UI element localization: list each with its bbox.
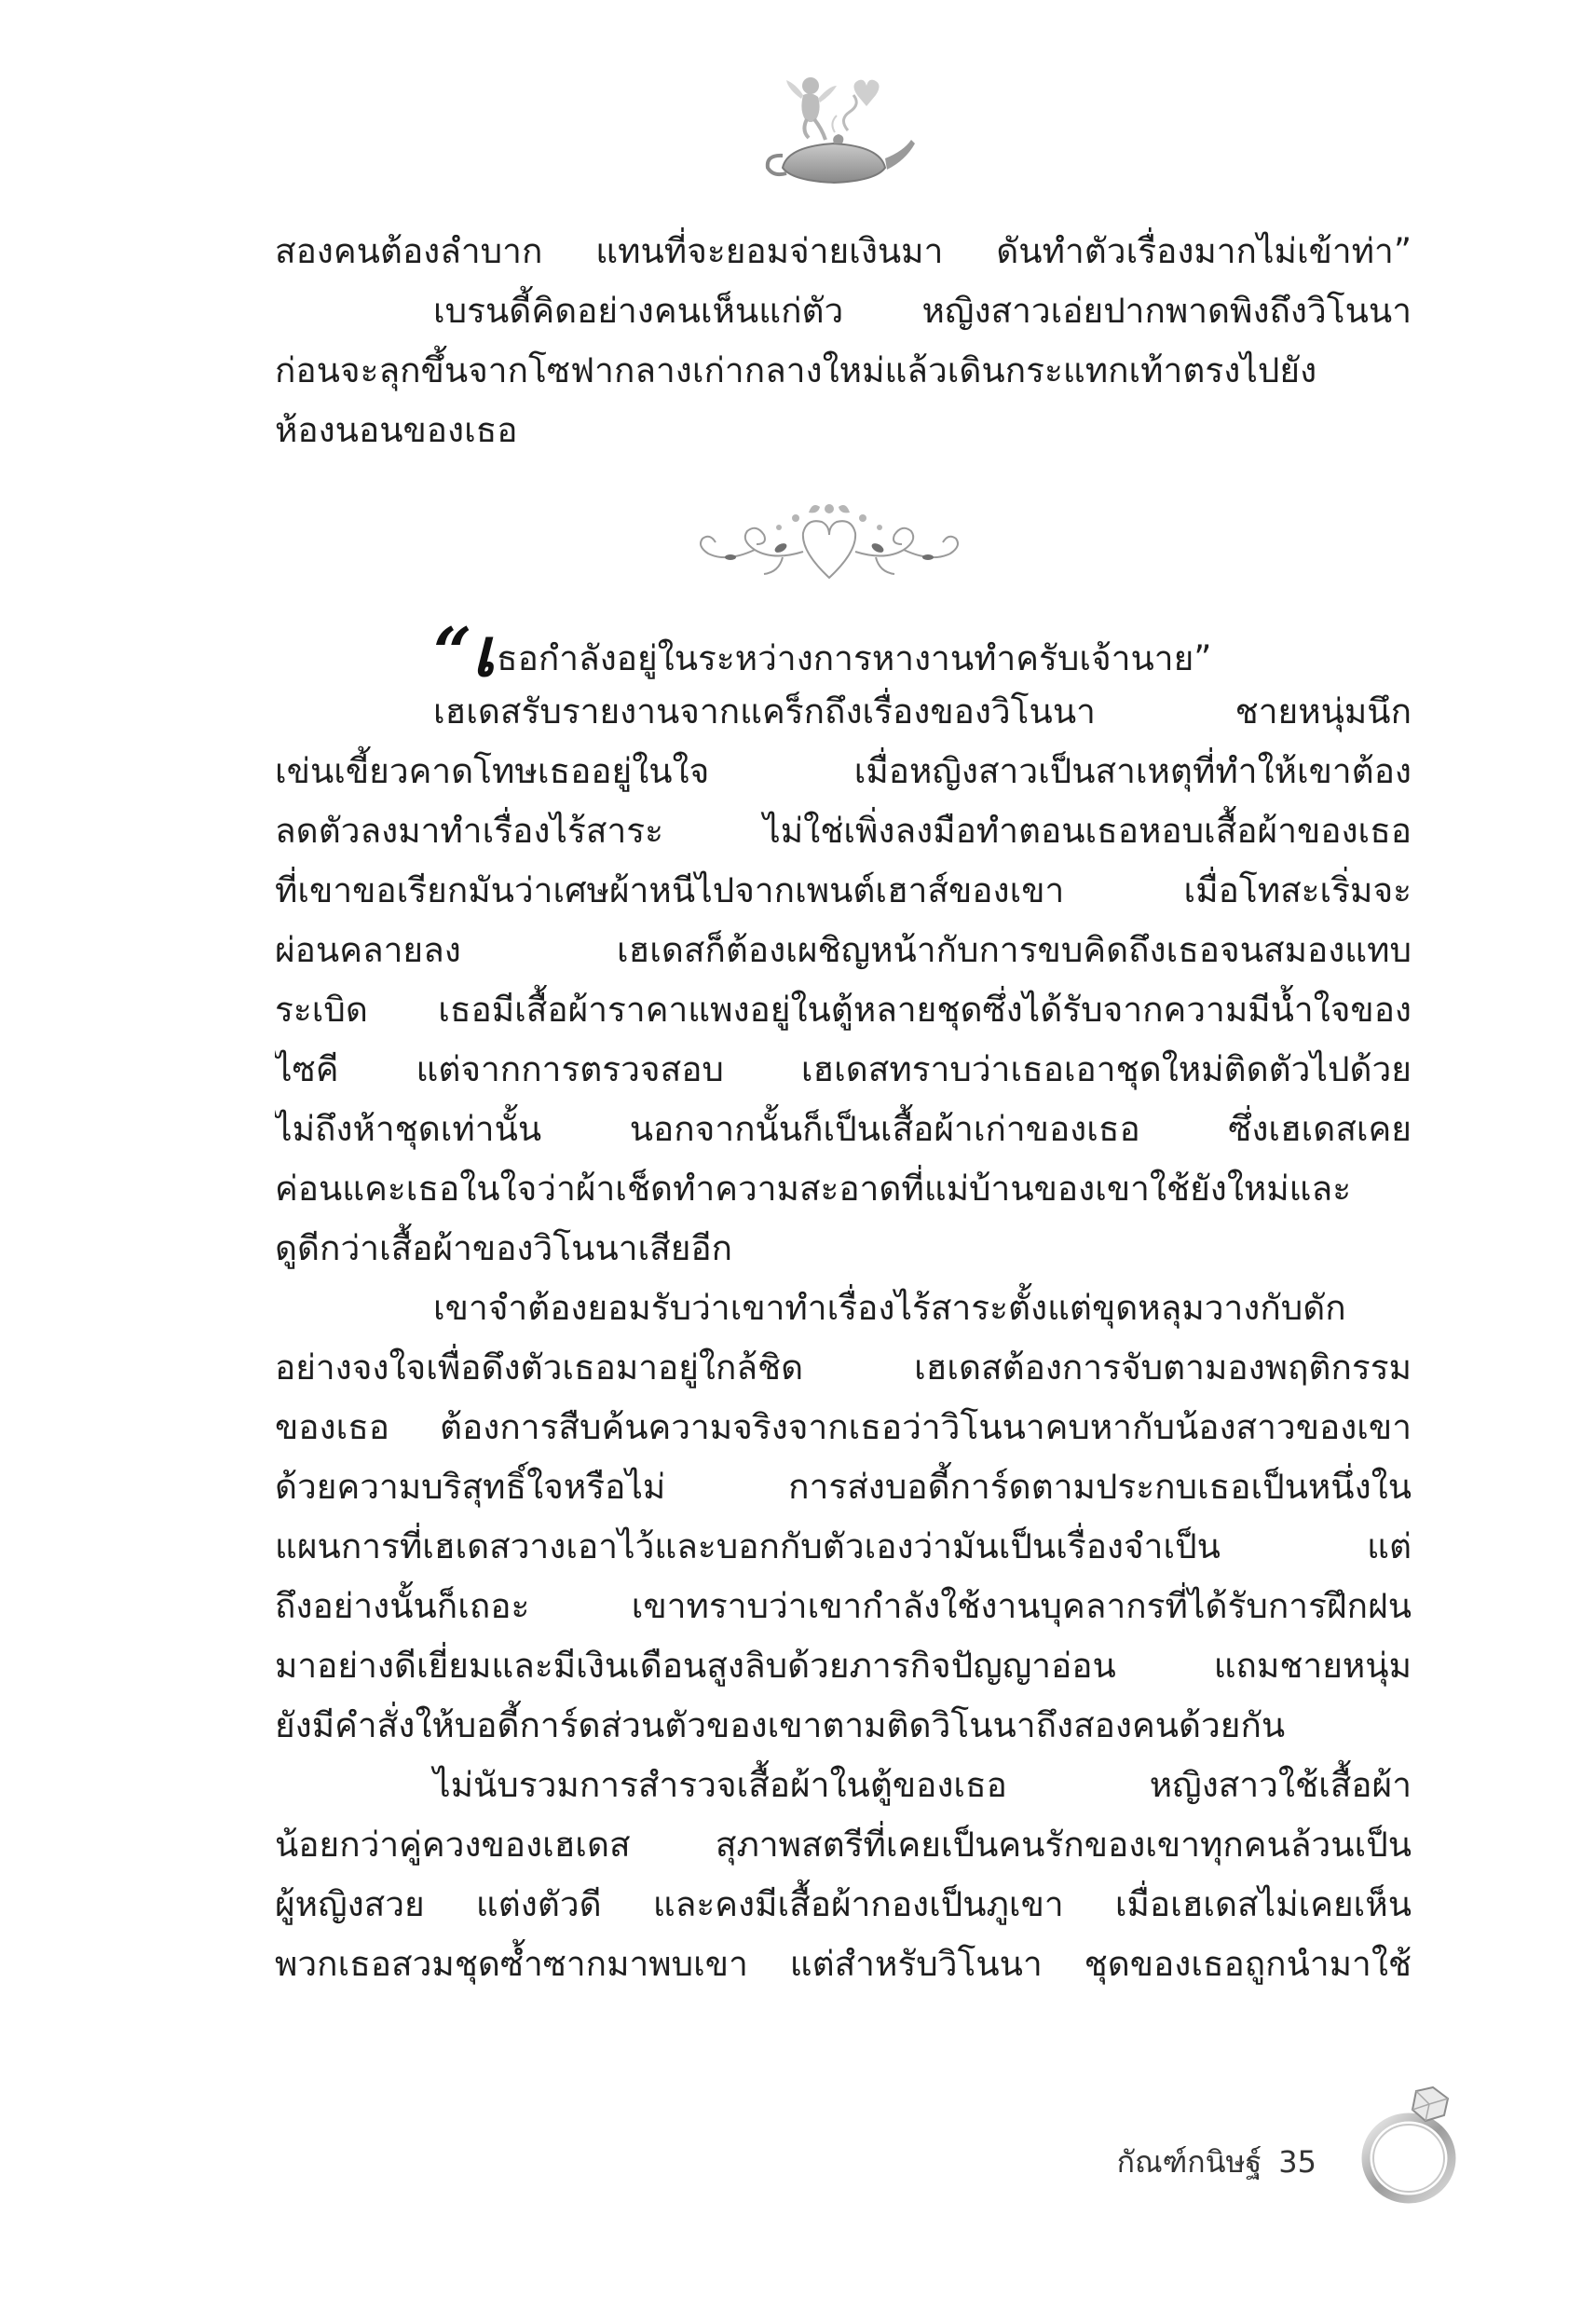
- text-line: ห้องนอนของเธอ: [275, 410, 518, 450]
- paragraph-group-2: [275, 622, 1412, 1994]
- page-footer: [1117, 2139, 1316, 2186]
- text-line: ระเบิด เธอมีเสื้อผ้าราคาแพงอยู่ในตู้หลายชุดซึ่งได้รับจากความมีน้ำใจของ: [275, 990, 1412, 1030]
- text-line: ถึงอย่างนั้นก็เถอะ เขาทราบว่าเขากำลังใช้งานบุคลากรที่ได้รับการฝึกฝน: [275, 1586, 1412, 1626]
- text-line: ผู้หญิงสวย แต่งตัวดี และคงมีเสื้อผ้ากองเป็นภูเขา เมื่อเฮเดสไม่เคยเห็น: [275, 1884, 1412, 1924]
- text-line: ลดตัวลงมาทำเรื่องไร้สาระ ไม่ใช่เพิ่งลงมือทำตอนเธอหอบเสื้อผ้าของเธอ: [275, 811, 1412, 851]
- text-line: มาอย่างดีเยี่ยมและมีเงินเดือนสูงลิบด้วยภารกิจปัญญาอ่อน แถมชายหนุ่ม: [275, 1646, 1412, 1686]
- author-name: กัณฑ์กนิษฐ์: [1116, 2144, 1262, 2180]
- opening-quote-text: ธอกำลังอยู่ในระหว่างการหางานทำครับเจ้านาย”: [497, 638, 1212, 678]
- text-line: ผ่อนคลายลง เฮเดสก็ต้องเผชิญหน้ากับการขบคิดถึงเธอจนสมองแทบ: [275, 930, 1412, 970]
- text-line: เฮเดสรับรายงานจากแคร็กถึงเรื่องของวิโนนา ชายหนุ่มนึก: [433, 691, 1412, 732]
- page-number: 35: [1278, 2144, 1316, 2180]
- text-line: แผนการที่เฮเดสวางเอาไว้และบอกกับตัวเองว่ามันเป็นเรื่องจำเป็น แต่: [275, 1526, 1412, 1566]
- floral-heart-divider-icon: [689, 496, 969, 589]
- text-line: ค่อนแคะเธอในใจว่าผ้าเช็ดทำความสะอาดที่แม่บ้านของเขาใช้ยังใหม่และ: [275, 1169, 1352, 1209]
- text-line: อย่างจงใจเพื่อดึงตัวเธอมาอยู่ใกล้ชิด เฮเดสต้องการจับตามองพฤติกรรม: [275, 1347, 1412, 1388]
- text-line: ที่เขาขอเรียกมันว่าเศษผ้าหนีไปจากเพนต์เฮาส์ของเขา เมื่อโทสะเริ่มจะ: [275, 870, 1412, 910]
- text-line: ไม่ถึงห้าชุดเท่านั้น นอกจากนั้นก็เป็นเสื้อผ้าเก่าของเธอ ซึ่งเฮเดสเคย: [275, 1109, 1412, 1149]
- text-line: เข่นเขี้ยวคาดโทษเธออยู่ในใจ เมื่อหญิงสาวเป็นสาเหตุที่ทำให้เขาต้อง: [275, 751, 1412, 791]
- cupid-teapot-ornament-icon: [745, 58, 922, 198]
- diamond-ring-icon: [1351, 2078, 1472, 2208]
- text-line: พวกเธอสวมชุดซ้ำซากมาพบเขา แต่สำหรับวิโนนา ชุดของเธอถูกนำมาใช้: [275, 1944, 1412, 1984]
- text-line: ด้วยความบริสุทธิ์ใจหรือไม่ การส่งบอดี้การ์ดตามประกบเธอเป็นหนึ่งใน: [275, 1467, 1412, 1507]
- text-line: น้อยกว่าคู่ควงของเฮเดส สุภาพสตรีที่เคยเป็นคนรักของเขาทุกคนล้วนเป็น: [275, 1825, 1412, 1865]
- paragraph-group-1: [275, 222, 1412, 460]
- text-line: เบรนดี้คิดอย่างคนเห็นแก่ตัว หญิงสาวเอ่ยปากพาดพิงถึงวิโนนา: [433, 291, 1412, 331]
- text-line: ไซคี แต่จากการตรวจสอบ เฮเดสทราบว่าเธอเอาชุดใหม่ติดตัวไปด้วย: [275, 1049, 1412, 1089]
- text-line: ก่อนจะลุกขึ้นจากโซฟากลางเก่ากลางใหม่แล้วเดินกระแทกเท้าตรงไปยัง: [275, 350, 1317, 390]
- text-line: ไม่นับรวมการสำรวจเสื้อผ้าในตู้ของเธอ หญิงสาวใช้เสื้อผ้า: [433, 1765, 1412, 1805]
- opening-quote-line: [275, 622, 1412, 682]
- text-line: ดูดีกว่าเสื้อผ้าของวิโนนาเสียอีก: [275, 1228, 733, 1268]
- text-line: ของเธอ ต้องการสืบค้นความจริงจากเธอว่าวิโนนาคบหากับน้องสาวของเขา: [275, 1407, 1412, 1447]
- text-line: เขาจำต้องยอมรับว่าเขาทำเรื่องไร้สาระตั้งแต่ขุดหลุมวางกับดัก: [433, 1288, 1346, 1328]
- drop-cap: “เ: [433, 622, 496, 682]
- text-line: ยังมีคำสั่งให้บอดี้การ์ดส่วนตัวของเขาตามติดวิโนนาถึงสองคนด้วยกัน: [275, 1705, 1286, 1745]
- text-line: สองคนต้องลำบาก แทนที่จะยอมจ่ายเงินมา ดันทำตัวเรื่องมากไม่เข้าท่า”: [275, 231, 1412, 271]
